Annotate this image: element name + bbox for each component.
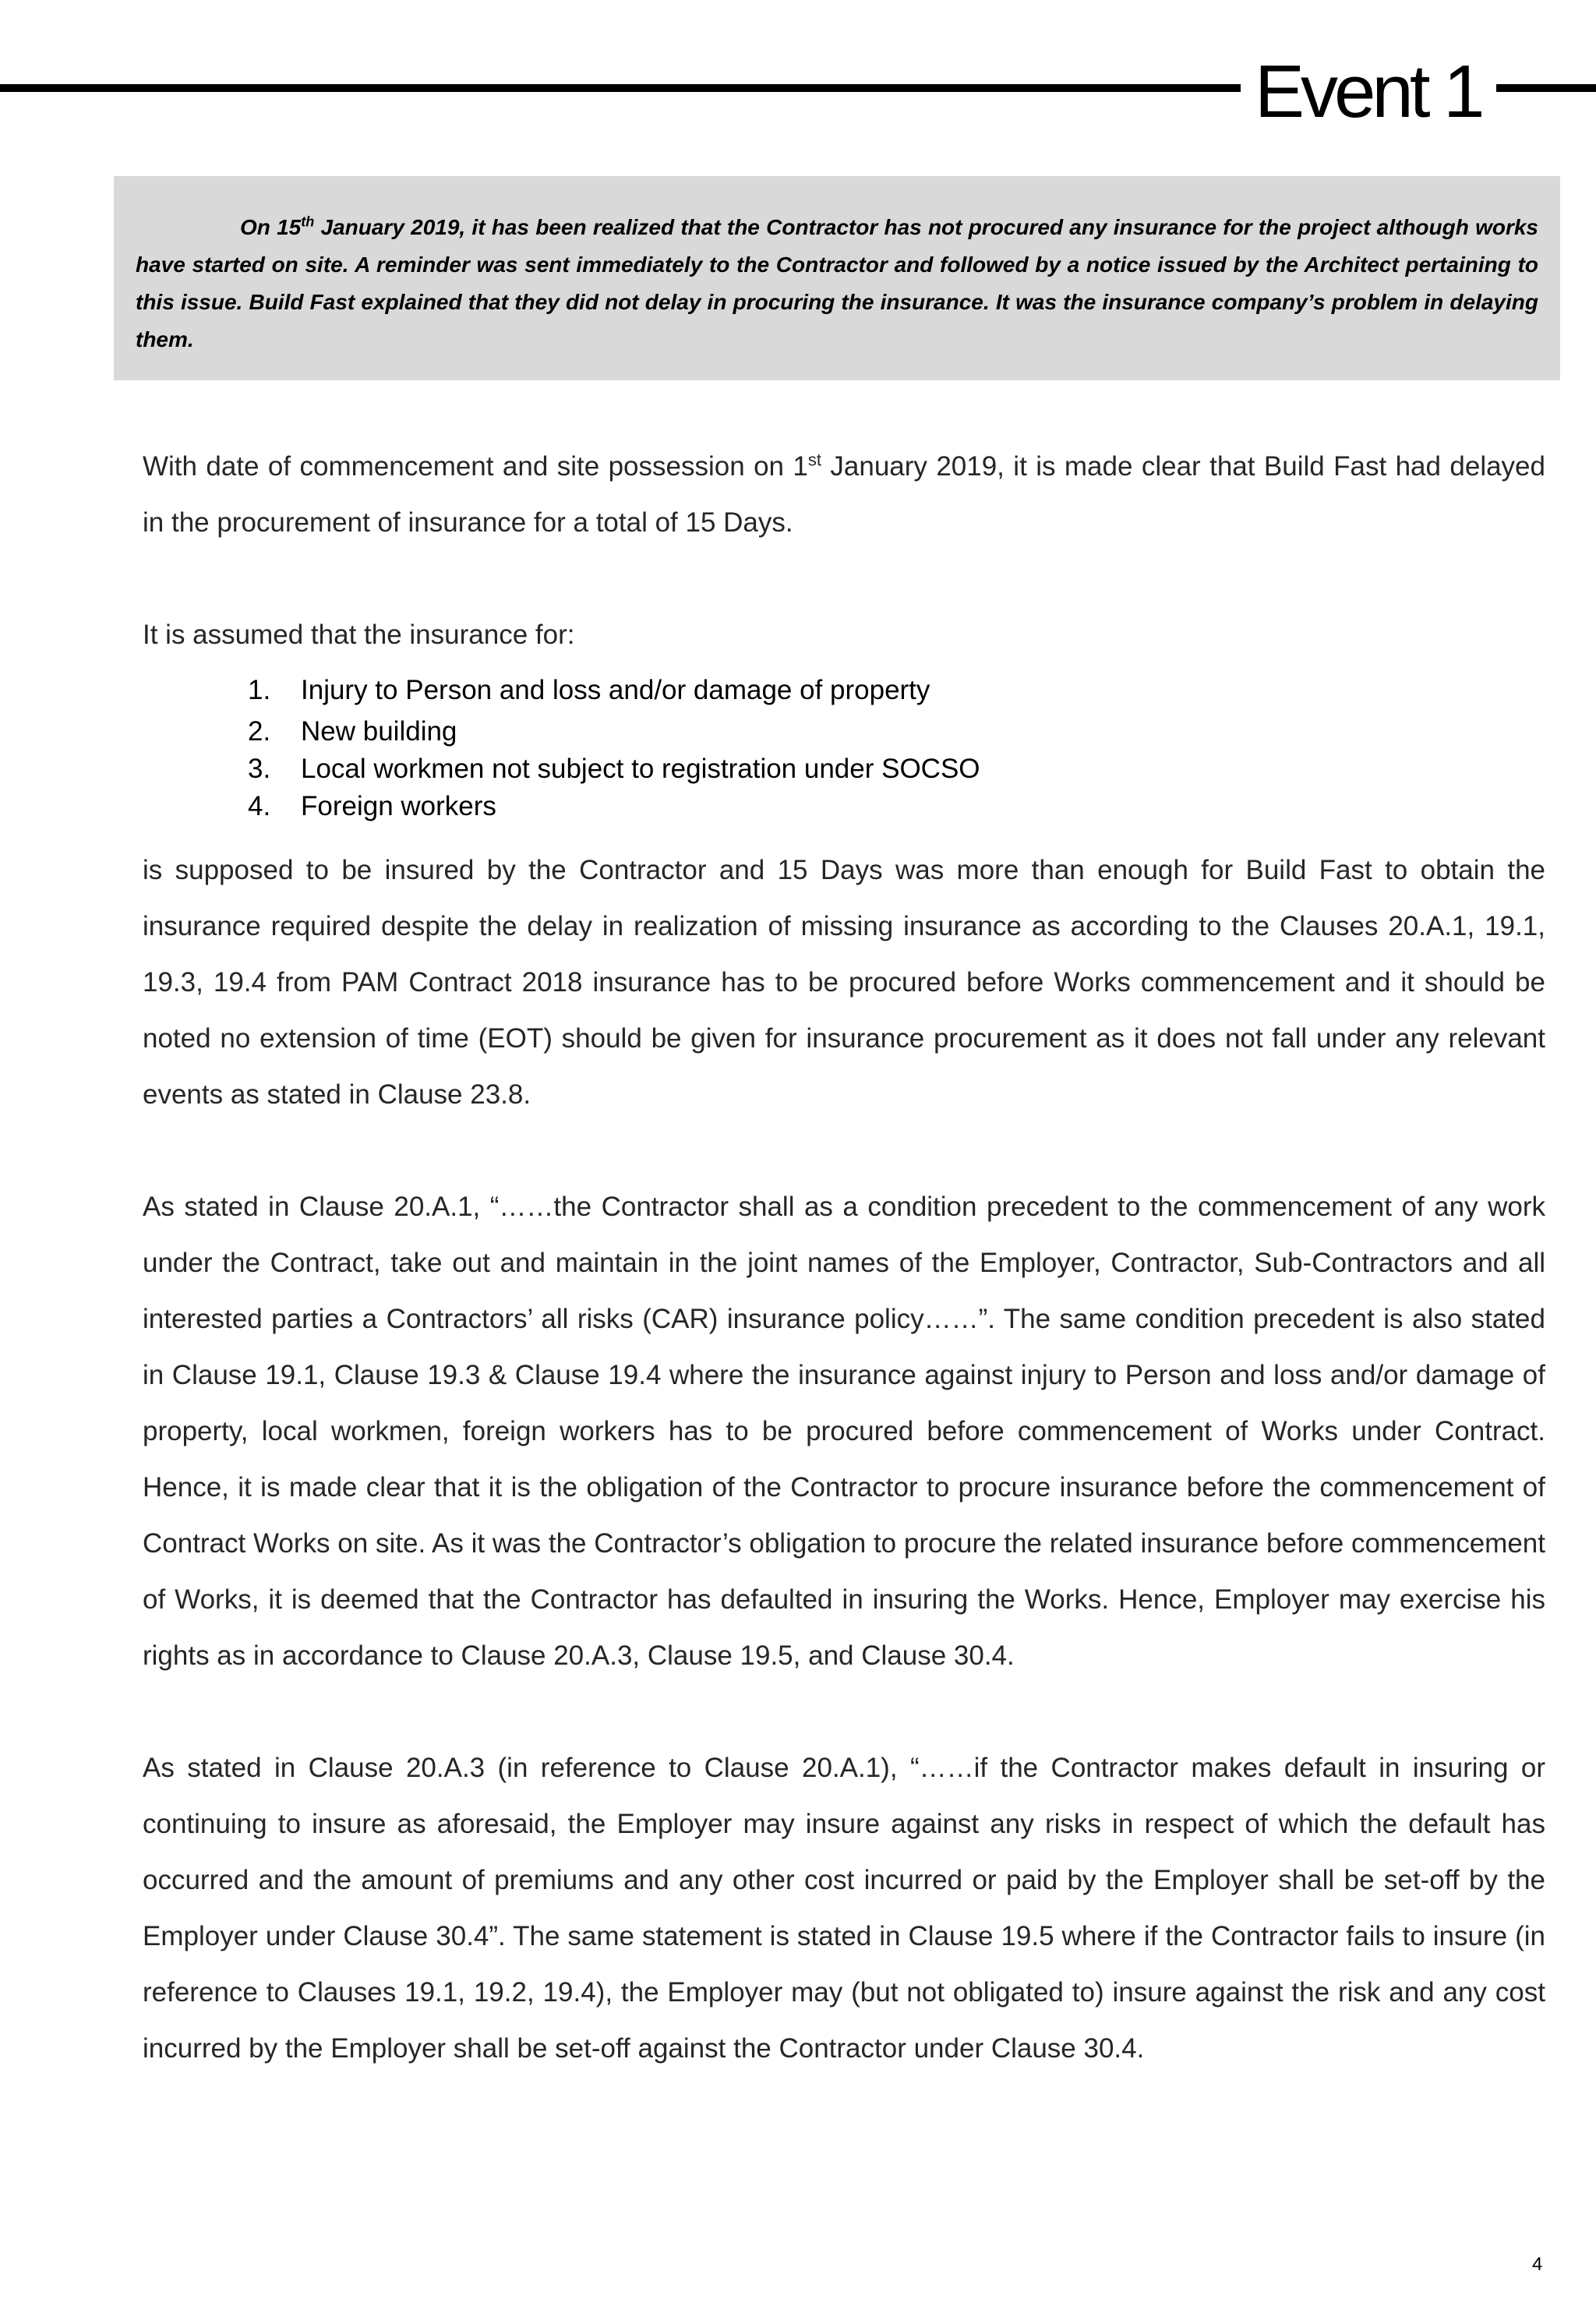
summary-date-sup: th bbox=[301, 214, 315, 230]
event-summary-text bbox=[136, 209, 1538, 358]
summary-body: January 2019, it has been realized that the Contractor has not procured any insurance for the project although works have started on site. A reminder was sent immediately to the Contractor and followed by a notice issued by the Architect pertaining to this issue. Build Fast explained that they did not delay in procuring the insurance. It was the insurance company’s problem in delaying them. bbox=[136, 215, 1538, 351]
main-content bbox=[143, 439, 1545, 2077]
paragraph-commencement-a: With date of commencement and site possession on 1 bbox=[143, 451, 808, 482]
page-title: Event 1 bbox=[1255, 50, 1481, 133]
paragraph-commencement-b: January 2019, it is made clear that Build Fast had delayed in the procurement of insurance for a total of 15 Days. bbox=[143, 451, 1545, 538]
list-item bbox=[248, 788, 1545, 825]
header-rule-right bbox=[1496, 84, 1596, 92]
list-item-text: Foreign workers bbox=[301, 791, 496, 821]
list-item-number: 4. bbox=[248, 791, 271, 821]
paragraph-commencement-sup: st bbox=[807, 450, 821, 470]
list-item bbox=[248, 668, 1545, 713]
list-item-number: 2. bbox=[248, 716, 271, 747]
paragraph-commencement bbox=[143, 439, 1545, 551]
list-item-number: 3. bbox=[248, 754, 271, 784]
paragraph-clause-20a3: As stated in Clause 20.A.3 (in reference to Clause 20.A.1), “……if the Contractor makes default in insuring or continuing to insure as aforesaid, the Employer may insure against any risks in respect of which the default has occurred and the amount of premiums and any other cost incurred or paid by the Employer shall be set-off by the Employer under Clause 30.4”. The same statement is stated in Clause 19.5 where if the Contractor fails to insure (in reference to Clauses 19.1, 19.2, 19.4), the Employer may (but not obligated to) insure against the risk and any cost incurred by the Employer shall be set-off against the Contractor under Clause 30.4. bbox=[143, 1753, 1545, 2064]
list-item-text: Injury to Person and loss and/or damage of property bbox=[301, 675, 930, 705]
paragraph-clause-20a1: As stated in Clause 20.A.1, “……the Contractor shall as a condition precedent to the commencement of any work under the Contract, take out and maintain in the joint names of the Employer, Contractor, Sub-Contractors and all interested parties a Contractors’ all risks (CAR) insurance policy……”. The same condition precedent is also stated in Clause 19.1, Clause 19.3 & Clause 19.4 where the insurance against injury to Person and loss and/or damage of property, local workmen, foreign workers has to be procured before commencement of Works under Contract. Hence, it is made clear that it is the obligation of the Contractor to procure insurance before the commencement of Contract Works on site. As it was the Contractor’s obligation to procure the related insurance before commencement of Works, it is deemed that the Contractor has defaulted in insuring the Works. Hence, Employer may exercise his rights as in accordance to Clause 20.A.3, Clause 19.5, and Clause 30.4. bbox=[143, 1192, 1545, 1671]
list-item-number: 1. bbox=[248, 675, 271, 705]
event-summary-box bbox=[114, 176, 1560, 380]
list-item bbox=[248, 713, 1545, 750]
header-rule-left bbox=[0, 84, 1241, 92]
summary-date-prefix: On 15 bbox=[240, 215, 302, 239]
paragraph-assumption: It is assumed that the insurance for: bbox=[143, 620, 575, 650]
list-item-text: Local workmen not subject to registration under SOCSO bbox=[301, 754, 980, 784]
page-number: 4 bbox=[1532, 2254, 1543, 2275]
paragraph-supposed-insured: is supposed to be insured by the Contractor and 15 Days was more than enough for Build Fast to obtain the insurance required despite the delay in realization of missing insurance as according to the Clauses 20.A.1, 19.1, 19.3, 19.4 from PAM Contract 2018 insurance has to be procured before Works commencement and it should be noted no extension of time (EOT) should be given for insurance procurement as it does not fall under any relevant events as stated in Clause 23.8. bbox=[143, 855, 1545, 1110]
list-item-text: New building bbox=[301, 716, 457, 747]
insurance-list bbox=[143, 668, 1545, 825]
list-item bbox=[248, 750, 1545, 788]
